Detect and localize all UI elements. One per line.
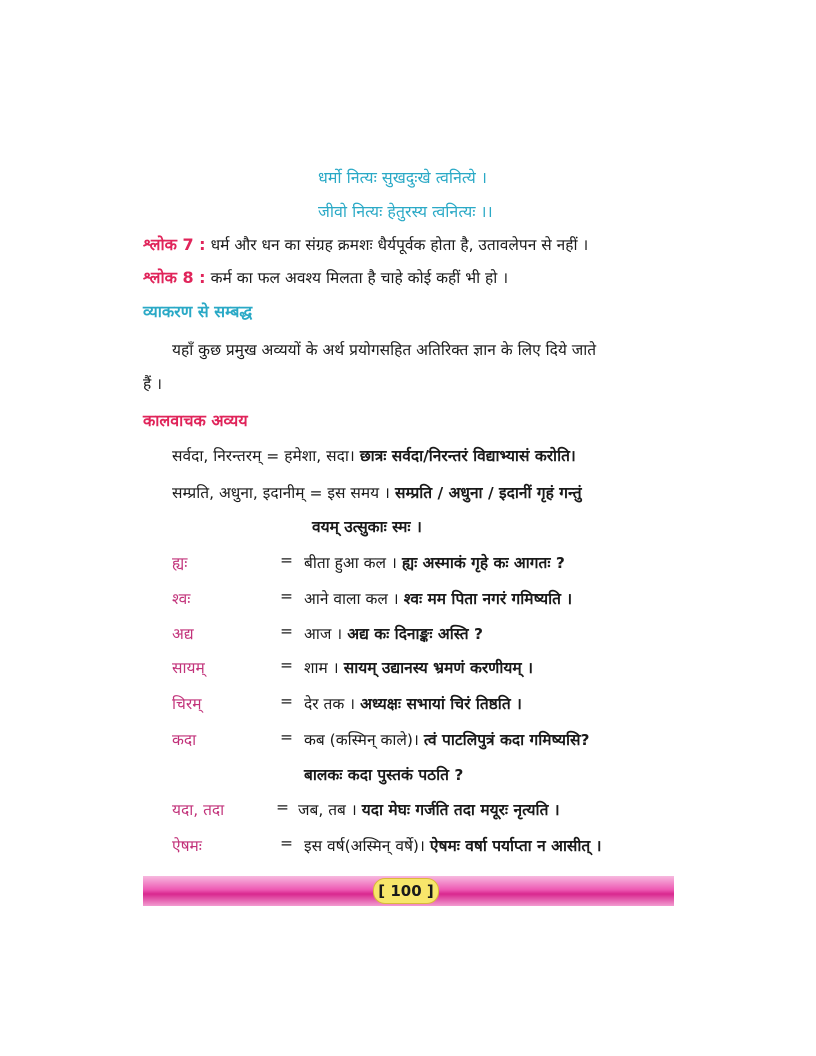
temporal-line-1-plain: सर्वदा, निरन्तरम् = हमेशा, सदा। [172, 447, 355, 465]
entry-equals: = [280, 728, 293, 746]
entry-example: सायम् उद्यानस्य भ्रमणं करणीयम् । [343, 659, 533, 677]
entry-example: त्वं पाटलिपुत्रं कदा गमिष्यसि? [423, 731, 590, 749]
shloka-7 [143, 233, 588, 255]
shloka-8-label: श्लोक 8 : [143, 268, 206, 287]
temporal-line-2-example: सम्प्रति / अधुना / इदानीं गृहं गन्तुं [395, 484, 582, 502]
temporal-heading: कालवाचक अव्यय [143, 411, 248, 430]
entry-term: चिरम् [172, 695, 202, 713]
entry-meaning: इस वर्ष(अस्मिन् वर्षे)। [304, 837, 425, 855]
entry-term: सायम् [172, 659, 205, 677]
entry-term: ह्यः [172, 554, 188, 572]
shloka-8 [143, 266, 508, 288]
entry-term: श्वः [172, 590, 191, 608]
entry-meaning: जब, तब । [298, 801, 357, 819]
entry-meaning: आने वाला कल । [304, 590, 399, 608]
verse-line-1: धर्मो नित्यः सुखदुःखे त्वनित्ये । [318, 168, 487, 187]
entry-meaning: बीता हुआ कल । [304, 554, 397, 572]
page-number: [ 100 ] [373, 878, 439, 904]
entry-equals: = [280, 834, 293, 852]
grammar-heading: व्याकरण से सम्बद्ध [143, 302, 253, 321]
shloka-7-text: धर्म और धन का संग्रह क्रमशः धैर्यपूर्वक होता है, उतावलेपन से नहीं । [210, 236, 589, 254]
grammar-intro-line-1: यहाँ कुछ प्रमुख अव्ययों के अर्थ प्रयोगसहित अतिरिक्त ज्ञान के लिए दिये जाते [172, 341, 597, 359]
entry-meaning: आज । [304, 625, 343, 643]
temporal-line-2 [172, 481, 582, 503]
entry-example: ह्यः अस्माकं गृहे कः आगतः ? [401, 554, 565, 572]
entry-term: यदा, तदा [172, 801, 225, 819]
grammar-intro-line-2: हैं । [143, 375, 163, 393]
entry-term: ऐषमः [172, 837, 202, 855]
entry-example: ऐषमः वर्षा पर्याप्ता न आसीत् । [429, 837, 602, 855]
entry-equals: = [280, 622, 293, 640]
shloka-8-text: कर्म का फल अवश्य मिलता है चाहे कोई कहीं भी हो । [210, 269, 509, 287]
entry-meaning: कब (कस्मिन् काले)। [304, 731, 419, 749]
temporal-line-1-example: छात्रः सर्वदा/निरन्तरं विद्याभ्यासं करोति। [359, 447, 576, 465]
entry-example: यदा मेघः गर्जति तदा मयूरः नृत्यति । [361, 801, 560, 819]
entry-example-continued: बालकः कदा पुस्तकं पठति ? [304, 766, 464, 784]
entry-equals: = [280, 587, 293, 605]
entry-example: श्वः मम पिता नगरं गमिष्यति । [403, 590, 573, 608]
entry-term: अद्य [172, 625, 194, 643]
entry-meaning: देर तक । [304, 695, 356, 713]
temporal-line-1 [172, 444, 576, 466]
temporal-line-2-plain: सम्प्रति, अधुना, इदानीम् = इस समय । [172, 484, 390, 502]
temporal-line-3: वयम् उत्सुकाः स्मः । [312, 518, 422, 536]
verse-line-2: जीवो नित्यः हेतुरस्य त्वनित्यः ।। [318, 202, 493, 221]
entry-example: अध्यक्षः सभायां चिरं तिष्ठति । [360, 695, 522, 713]
entry-example: अद्य कः दिनाङ्कः अस्ति ? [347, 625, 483, 643]
entry-term: कदा [172, 731, 197, 749]
entry-equals: = [280, 551, 293, 569]
entry-meaning: शाम । [304, 659, 339, 677]
entry-equals: = [280, 692, 293, 710]
shloka-7-label: श्लोक 7 : [143, 235, 206, 254]
entry-equals: = [276, 798, 289, 816]
entry-equals: = [280, 656, 293, 674]
